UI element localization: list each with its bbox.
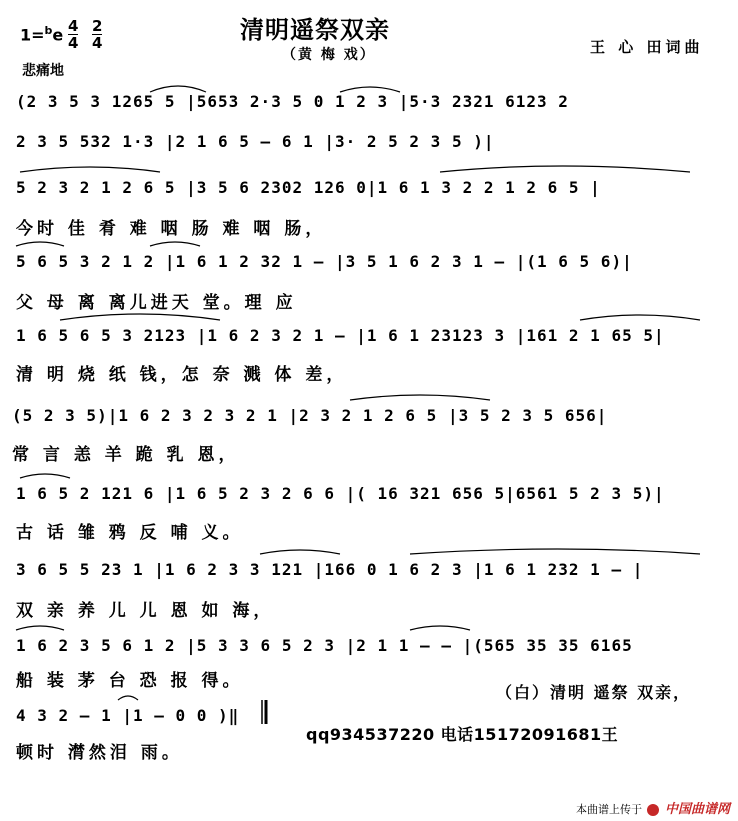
tempo-marking: 悲痛地 xyxy=(22,63,64,79)
notation-line-3: 5 2 3 2 1 2 6 5 |3 5 6 2302 126 0|1 6 1 3 2 2 1 2 6 5 | xyxy=(16,178,601,197)
lyrics-line-4: 父 母 离 离儿进天 堂。理 应 xyxy=(16,293,297,313)
notation-line-5: 1 6 5 6 5 3 2123 |1 6 2 3 2 1 — |1 6 1 23123 3 |161 2 1 65 5| xyxy=(16,326,665,345)
upload-text: 本曲谱上传于 xyxy=(575,803,642,816)
lyrics-line-5: 清 明 烧 纸 钱，怎 奈 溅 体 差， xyxy=(16,365,348,385)
upload-credit xyxy=(576,798,730,817)
time-signature-4-4: 4 4 xyxy=(68,17,79,52)
lyrics-line-8: 双 亲 养 儿 儿 恩 如 海， xyxy=(16,601,275,621)
song-genre: （黄 梅 戏） xyxy=(282,47,376,63)
song-title: 清明遥祭双亲 xyxy=(240,15,390,44)
notation-line-4: 5 6 5 3 2 1 2 |1 6 1 2 32 1 — |3 5 1 6 2 3 1 — |(1 6 5 6)| xyxy=(16,252,633,271)
lyrics-line-9: 船 装 茅 台 恐 报 得。 xyxy=(16,671,244,691)
lyrics-line-3: 今时 佳 肴 难 咽 肠 难 咽 肠， xyxy=(16,219,327,239)
lyrics-line-10: 顿时 潸然泪 雨。 xyxy=(16,743,183,763)
notation-line-10: 4 3 2 — 1 |1 — 0 0 )‖ xyxy=(16,706,240,725)
notation-line-8: 3 6 5 5 23 1 |1 6 2 3 3 121 |166 0 1 6 2 3 |1 6 1 232 1 — | xyxy=(16,560,644,579)
lyrics-line-6: 常 言 恙 羊 跪 乳 恩， xyxy=(12,445,240,465)
notation-line-9: 1 6 2 3 5 6 1 2 |5 3 3 6 5 2 3 |2 1 1 — — |(565 35 35 6165 xyxy=(16,636,633,655)
key-signature: 1=$^b$e xyxy=(20,24,64,45)
notation-line-1: (2 3 5 3 1265 5 |5653 2·3 5 0 1 2 3 |5·3 2321 6123 2 xyxy=(16,92,569,111)
notation-line-6: (5 2 3 5)|1 6 2 3 2 3 2 1 |2 3 2 1 2 6 5 |3 5 2 3 5 656| xyxy=(12,406,608,425)
notation-line-2: 2 3 5 532 1·3 |2 1 6 5 — 6 1 |3· 2 5 2 3 5 )| xyxy=(16,132,495,151)
time-signature-2-4: 2 4 xyxy=(92,17,103,52)
notation-line-7: 1 6 5 2 121 6 |1 6 5 2 3 2 6 6 |( 16 321 656 5|6561 5 2 3 5)| xyxy=(16,484,665,503)
site-brand: 中国曲谱网 xyxy=(664,802,730,817)
spoken-line: （白）清明 遥祭 双亲， xyxy=(496,683,692,702)
lyrics-line-7: 古 话 雏 鸦 反 哺 义。 xyxy=(16,523,244,543)
contact-info: qq934537220 电话15172091681王 xyxy=(306,725,619,744)
site-logo-icon xyxy=(647,804,659,816)
composer-credit: 王 心 田词曲 xyxy=(590,38,704,56)
